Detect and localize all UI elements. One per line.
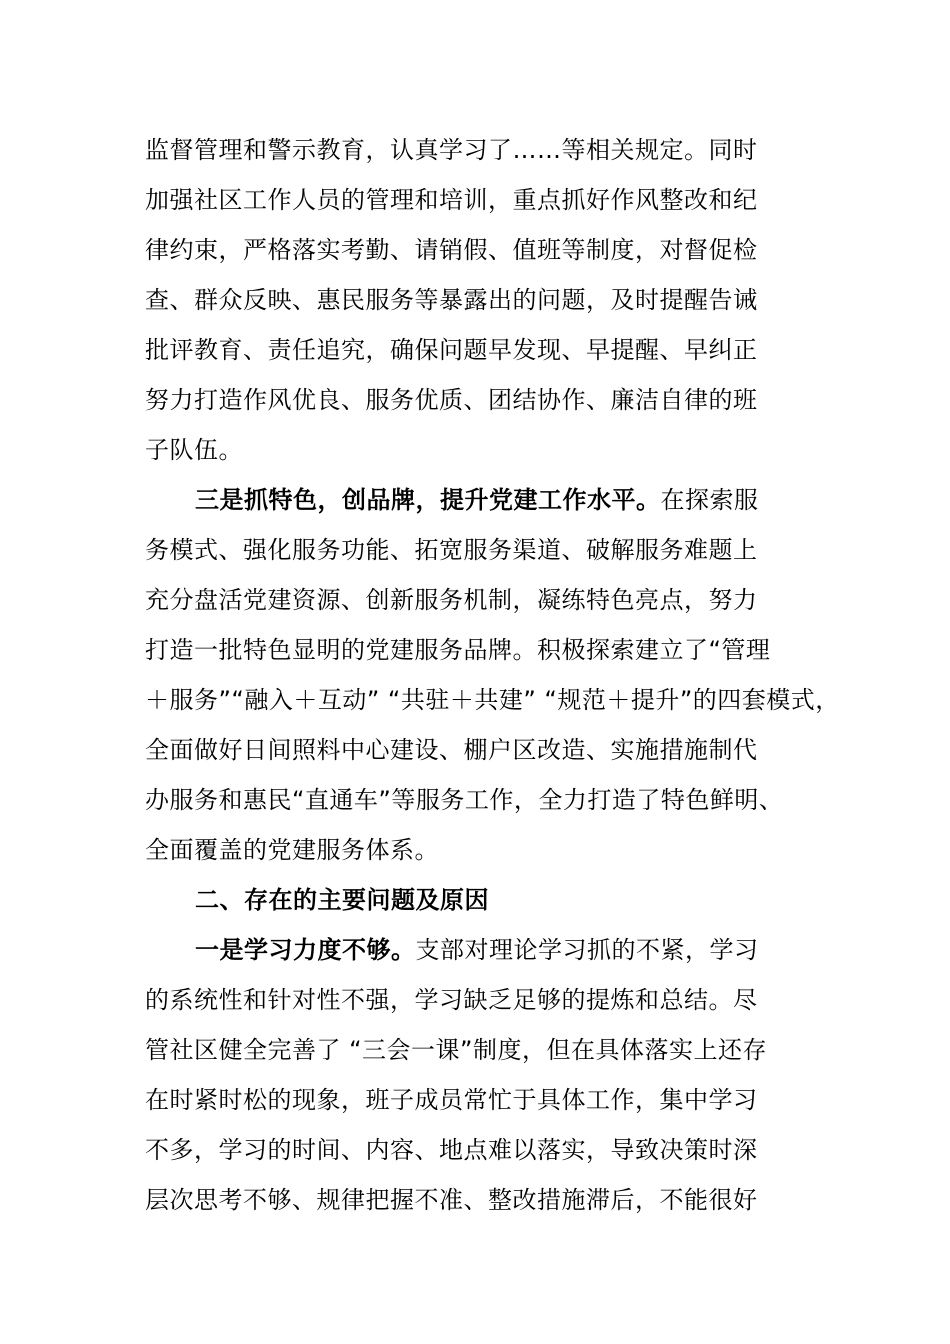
paragraph-line: 管社区健全完善了 “三会一课”制度，但在具体落实上还存 [145,1036,767,1064]
paragraph-line: 全面做好日间照料中心建设、棚户区改造、实施措施制代 [145,736,758,764]
paragraph-line: 层次思考不够、规律把握不准、整改措施滞后，不能很好 [145,1186,758,1214]
paragraph-line: 不多，学习的时间、内容、地点难以落实，导致决策时深 [145,1136,758,1164]
paragraph-line: 在时紧时松的现象，班子成员常忙于具体工作，集中学习 [145,1086,758,1114]
paragraph-line: 加强社区工作人员的管理和培训，重点抓好作风整改和纪 [145,186,758,214]
paragraph-line: 努力打造作风优良、服务优质、团结协作、廉洁自律的班 [145,386,758,414]
issue1-heading: 一是学习力度不够。 [195,936,416,964]
paragraph-line: 子队伍。 [145,436,243,464]
paragraph-line: 批评教育、责任追究，确保问题早发现、早提醒、早纠正 [145,336,758,364]
paragraph-line: 全面覆盖的党建服务体系。 [145,836,439,864]
paragraph-line: 务模式、强化服务功能、拓宽服务渠道、破解服务难题上 [145,536,758,564]
paragraph-line: 充分盘活党建资源、创新服务机制，凝练特色亮点，努力 [145,586,758,614]
paragraph-line: 律约束，严格落实考勤、请销假、值班等制度，对督促检 [145,236,758,264]
section3-first-rest: 在探索服 [660,486,759,514]
paragraph-line: 查、群众反映、惠民服务等暴露出的问题，及时提醒告诫 [145,286,758,314]
paragraph-line: 打造一批特色显明的党建服务品牌。积极探索建立了“管理 [145,636,771,664]
paragraph-line: 的系统性和针对性不强，学习缺乏足够的提炼和总结。尽 [145,986,758,1014]
section3-first-line [195,480,759,520]
issue1-first-rest: 支部对理论学习抓的不紧，学习 [415,936,759,964]
section3-heading: 三是抓特色，创品牌，提升党建工作水平。 [195,486,661,514]
paragraph-line: 监督管理和警示教育，认真学习了……等相关规定。同时 [145,136,758,164]
paragraph-line: 办服务和惠民“直通车”等服务工作，全力打造了特色鲜明、 [145,786,784,814]
issue1-first-line [195,930,759,970]
section-heading: 二、存在的主要问题及原因 [195,886,489,914]
paragraph-line: ＋服务”“融入＋互动” “共驻＋共建” “规范＋提升”的四套模式， [145,686,840,714]
